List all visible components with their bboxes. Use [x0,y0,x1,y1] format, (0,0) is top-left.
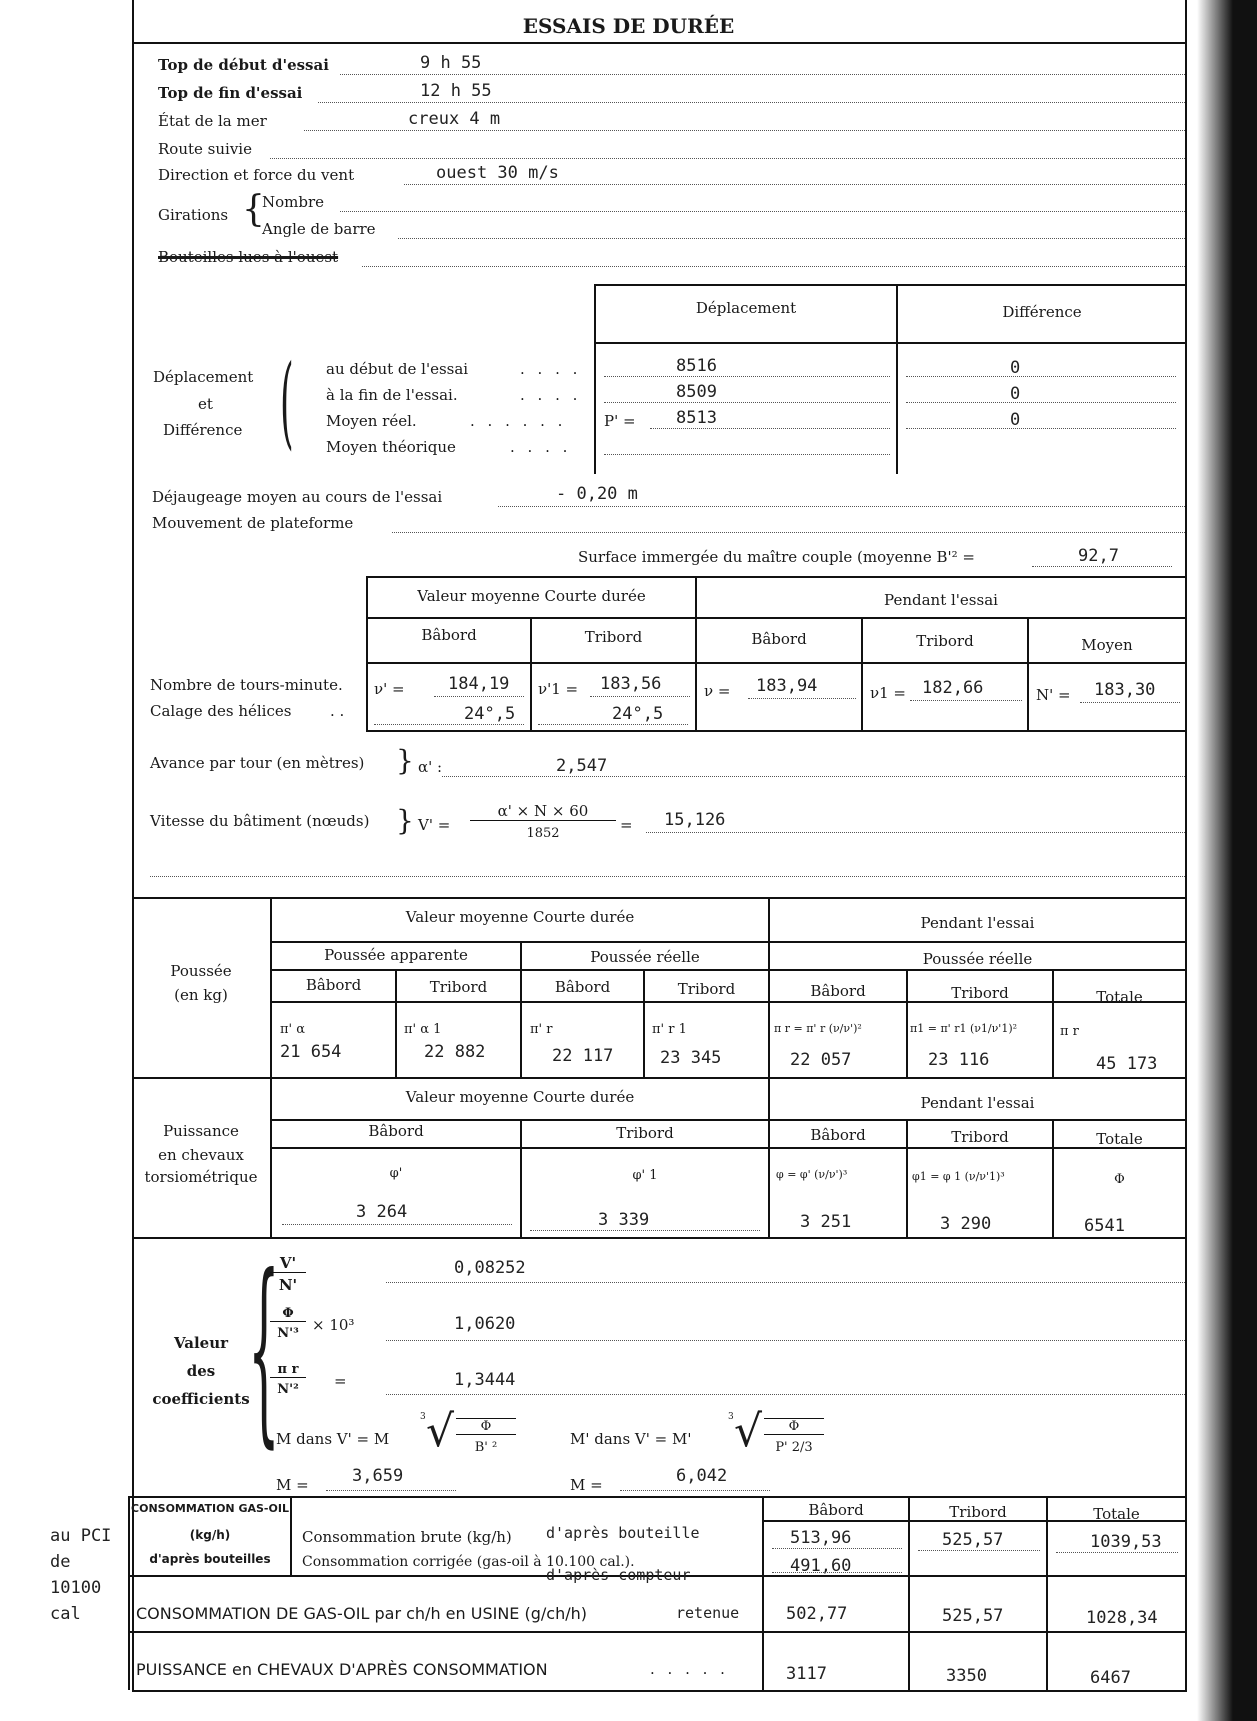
conso-puiss-label: PUISSANCE en CHEVAUX D'APRÈS CONSOMMATION [136,1660,548,1679]
document-title: ESSAIS DE DURÉE [522,14,735,38]
poussee-val-7: 45 173 [1096,1054,1158,1074]
poussee-label-2: (en kg) [174,986,228,1004]
poussee-val-3: 22 117 [552,1046,614,1066]
puissance-sym-1: φ' [389,1166,403,1181]
conso-usine-totale: 1028,34 [1086,1608,1158,1628]
poussee-sym-5: π r = π' r (ν/ν')² [774,1022,862,1035]
poussee-h-reelle2: Poussée réelle [922,950,1033,968]
field-value-debut: 9 h 55 [420,53,482,73]
coef1-value: 0,08252 [454,1258,526,1278]
mp-value: 6,042 [676,1466,728,1486]
conso-usine-babord: 502,77 [786,1604,848,1624]
frame-bottom [132,1690,1187,1692]
coef-label-2: des [186,1362,216,1380]
poussee-sym-1: π' α [280,1022,306,1037]
calage-1: 24°,5 [464,704,516,724]
poussee-sub-1: Bâbord [305,976,362,994]
dep-prefix-reel: P' = [604,412,636,430]
m-rad-num: Φ [456,1418,516,1435]
conso-puiss-babord: 3117 [786,1664,827,1684]
coef2-mult: × 10³ [312,1316,355,1334]
field-label-fin: Top de fin d'essai [158,84,303,102]
poussee-h-reelle: Poussée réelle [590,948,700,966]
girations-label: Girations [158,206,229,224]
conso-corr-label: Consommation corrigée (gas-oil à 10.100 cal.). [302,1554,635,1570]
conso-puiss-tribord: 3350 [946,1666,987,1686]
tours-h-pendant: Pendant l'essai [884,591,998,609]
puissance-sym-4: φ1 = φ 1 (ν/ν'1)³ [912,1170,1005,1183]
m-value: 3,659 [352,1466,404,1486]
frame-right [1185,0,1187,1690]
field-label-mer: État de la mer [158,112,267,130]
coef3-num: π r [270,1362,306,1378]
vitesse-num: α' × N × 60 [470,802,616,821]
margin-note-1: au PCI [50,1526,112,1546]
vitesse-sym: V' = [418,816,451,834]
poussee-val-1: 21 654 [280,1042,342,1062]
m-root-index: 3 [420,1412,426,1422]
coef3-den: N'² [277,1382,299,1397]
girations-nombre: Nombre [262,193,325,211]
dep-group-2: et [198,395,213,413]
puissance-h-courte: Valeur moyenne Courte durée [405,1088,635,1106]
tours-val-4: 182,66 [922,678,984,698]
poussee-label-1: Poussée [170,962,232,980]
tours-row1-label: Nombre de tours-minute. [150,676,343,694]
avance-sym: α' : [418,758,443,776]
puissance-val-1: 3 264 [356,1202,408,1222]
field-value-mer: creux 4 m [408,109,501,129]
coef2-den: N'³ [277,1326,299,1341]
poussee-val-4: 23 345 [660,1048,722,1068]
conso-brute-totale: 1039,53 [1090,1532,1162,1552]
dep-value-reel: 8513 [676,408,717,428]
girations-angle: Angle de barre [262,220,376,238]
poussee-sym-4: π' r 1 [652,1022,687,1037]
coef1-num: V' [270,1254,306,1273]
puissance-h-pendant: Pendant l'essai [920,1094,1035,1112]
coef2-num: Φ [270,1306,306,1322]
poussee-sub-5: Bâbord [810,982,866,1000]
conso-brute-label: Consommation brute (kg/h) [302,1528,512,1546]
tours-sym-3: ν = [704,682,731,700]
mp-formula: M' dans V' = M' [570,1430,692,1448]
document-page: ESSAIS DE DURÉE Top de début d'essai 9 h 55 Top de fin d'essai 12 h 55 État de la mer creux 4 m Route suivie Direction et force du vent ouest 30 m/s Girations { Nombre Angle de barre Bouteilles lues à l'ouest Déplacement Différence Déplacement et Différence ( au début de l'essai à la fin de l'essai. Moyen réel. Moyen théorique . . . . . . . . . . . . . . . . . . 8516 8509 P' = 8513 0 0 0 Déjaugeage moyen au cours de l'essai - 0,20 m Mouvement de plateforme Surface immergée du maître couple (moyenne B'² = 92,7 Valeur moyenne Courte durée Pendant l'essai Bâbord Tribord Bâbord Tribord Moyen Nombre de tours-minute. Calage des hélices . . ν' = 184,19 ν'1 = 183,56 ν = 183,94 ν1 = 182,66 N' = 183,30 24°,5 24°,5 Avance par tour (en mètres) } α' : 2,547 Vitesse du bâtiment (nœuds) } V' = α' × N × 60 1852 = 15,126 Poussée (en kg) Valeur moyenne Courte durée Pendant l'essai Poussée apparente Poussée réelle Poussée réelle Bâbord Tribord Bâbord Tribord Bâbord Tribord Totale π' α π' α 1 π' r π' r 1 π r = π' r (ν/ν')² π1 = π' r1 (ν1/ν'1)² π r 21 654 22 882 22 117 23 345 22 057 23 116 45 173 Puissance en chevaux torsiométrique Valeur moyenne Courte durée Pendant l'essai Bâbord Tribord Bâbord Tribord Totale φ' φ' 1 φ = φ' (ν/ν')³ φ1 = φ 1 (ν/ν'1)³ Φ 3 264 3 339 3 251 3 290 6541 Valeur des coefficients { V' N' 0,08252 Φ N'³ × 10³ 1,0620 π r N'² = 1,3444 M dans V' = M 3 √ Φ B' ² M' dans V' = M' 3 √ Φ P' 2/3 M = 3,659 M = 6,042 CONSOMMATION GAS-OIL (kg/h) d'après bouteilles Bâbord Tribord Totale Consommation brute (kg/h) d'après bouteille 513,96 525,57 1039,53 Consommation corrigée (gas-oil à 10.100 cal.). d'après compteur 491,60 CONSOMMATION DE GAS-OIL par ch/h en USINE (g/ch/h) retenue 502,77 525,57 1028,34 PUISSANCE en CHEVAUX D'APRÈS CONSOMMATION . . . . . 3117 3350 6467 au PCI de 10100 cal [0,0,1257,1721]
tours-sub-2: Tribord [584,628,643,646]
puissance-sub-3: Bâbord [810,1126,866,1144]
conso-corr-babord: 491,60 [790,1556,852,1576]
mp-rad-num: Φ [764,1418,824,1435]
dep-row-label-fin: à la fin de l'essai. [326,386,458,404]
poussee-h-courte: Valeur moyenne Courte durée [405,908,635,926]
tours-sym-4: ν1 = [870,684,906,702]
margin-note-4: cal [50,1604,81,1624]
field-label-vent: Direction et force du vent [158,166,355,184]
margin-note-3: 10100 [50,1578,102,1598]
vitesse-value: 15,126 [664,810,726,830]
scan-edge [1197,0,1257,1721]
poussee-val-5: 22 057 [790,1050,852,1070]
mp-rad-den: P' 2/3 [775,1440,813,1455]
coef-label-3: coefficients [152,1390,250,1408]
poussee-sym-6: π1 = π' r1 (ν1/ν'1)² [910,1022,1018,1035]
poussee-sub-6: Tribord [951,984,1009,1002]
coef3-value: 1,3444 [454,1370,516,1390]
conso-col-babord: Bâbord [808,1501,864,1519]
tours-val-2: 183,56 [600,674,662,694]
surface-label: Surface immergée du maître couple (moyenne B'² = [578,548,975,566]
puissance-sub-1: Bâbord [368,1122,424,1140]
dep-value-fin: 8509 [676,382,717,402]
tours-sub-4: Tribord [916,632,974,650]
dep-row-label-reel: Moyen réel. [326,412,417,430]
coef3-eq: = [334,1372,347,1390]
m-formula: M dans V' = M [276,1430,390,1448]
tours-val-1: 184,19 [448,674,510,694]
conso-col-tribord: Tribord [949,1503,1007,1521]
conso-brute-tribord: 525,57 [942,1530,1004,1550]
conso-box-2: (kg/h) [189,1528,231,1542]
tours-sym-2: ν'1 = [538,680,579,698]
poussee-h-pendant: Pendant l'essai [920,914,1035,932]
m-label: M = [276,1476,309,1494]
field-value-fin: 12 h 55 [420,81,492,101]
field-value-vent: ouest 30 m/s [436,163,559,183]
tours-row2-label: Calage des hélices [150,702,292,720]
conso-brute-hw: d'après bouteille [546,1524,700,1542]
tours-sym-1: ν' = [374,680,405,698]
field-label-route: Route suivie [158,140,252,158]
vitesse-eq: = [620,816,633,834]
conso-puiss-totale: 6467 [1090,1668,1131,1688]
dep-group-1: Déplacement [153,368,254,386]
coef1-den: N' [278,1276,298,1294]
tours-sub-3: Bâbord [751,630,807,648]
mp-root-index: 3 [728,1412,734,1422]
poussee-sub-7: Totale [1096,988,1143,1006]
margin-note-2: de [50,1552,71,1572]
poussee-sub-4: Tribord [677,980,736,998]
conso-usine-label: CONSOMMATION DE GAS-OIL par ch/h en USINE (g/ch/h) [136,1604,587,1623]
plateforme-label: Mouvement de plateforme [152,514,354,532]
dep-row-label-theo: Moyen théorique [326,438,456,456]
m-rad-den: B' ² [474,1440,498,1455]
diff-value-fin: 0 [1010,384,1021,404]
degaugeage-value: - 0,20 m [556,484,638,504]
poussee-sym-3: π' r [530,1022,553,1037]
tours-sym-5: N' = [1036,686,1071,704]
tours-h-courte: Valeur moyenne Courte durée [417,587,646,605]
puissance-val-4: 3 290 [940,1214,992,1234]
conso-corr-hw: d'après compteur [546,1566,691,1584]
diff-value-debut: 0 [1010,358,1021,378]
degaugeage-label: Déjaugeage moyen au cours de l'essai [152,488,443,506]
poussee-sym-2: π' α 1 [404,1022,442,1037]
puissance-sub-5: Totale [1096,1130,1143,1148]
struck-line: Bouteilles lues à l'ouest [158,248,339,266]
surface-value: 92,7 [1078,546,1119,566]
mp-label: M = [570,1476,603,1494]
puissance-sub-4: Tribord [951,1128,1009,1146]
conso-brute-babord: 513,96 [790,1528,852,1548]
puissance-sym-5: Φ [1114,1172,1125,1187]
dep-row-label-debut: au début de l'essai [326,360,469,378]
avance-value: 2,547 [556,756,608,776]
avance-label: Avance par tour (en mètres) [150,754,365,772]
vitesse-den: 1852 [526,826,560,841]
puissance-val-2: 3 339 [598,1210,650,1230]
dep-col-deplacement: Déplacement [695,299,797,317]
poussee-h-apparente: Poussée apparente [324,946,468,964]
calage-2: 24°,5 [612,704,664,724]
puissance-label-3: torsiométrique [144,1168,258,1186]
tours-sub-5: Moyen [1081,636,1133,654]
tours-sub-1: Bâbord [421,626,477,644]
puissance-val-3: 3 251 [800,1212,852,1232]
puissance-val-5: 6541 [1084,1216,1125,1236]
conso-col-totale: Totale [1093,1505,1140,1523]
poussee-sub-3: Bâbord [554,978,611,996]
vitesse-label: Vitesse du bâtiment (nœuds) [150,812,370,830]
conso-usine-hw: retenue [676,1604,740,1622]
frame-left [132,0,134,1690]
puissance-sym-3: φ = φ' (ν/ν')³ [776,1168,848,1181]
conso-box-1: CONSOMMATION GAS-OIL [131,1502,289,1515]
puissance-sym-2: φ' 1 [632,1168,658,1183]
puissance-label-2: en chevaux [158,1146,244,1164]
poussee-sub-2: Tribord [429,978,488,996]
poussee-val-6: 23 116 [928,1050,990,1070]
tours-val-3: 183,94 [756,676,818,696]
field-label-debut: Top de début d'essai [158,56,329,74]
tours-val-5: 183,30 [1094,680,1156,700]
conso-usine-tribord: 525,57 [942,1606,1004,1626]
conso-box-3: d'après bouteilles [149,1552,271,1566]
dep-group-3: Différence [163,421,243,439]
dep-col-difference: Différence [1002,303,1082,321]
puissance-sub-2: Tribord [616,1124,674,1142]
dep-value-debut: 8516 [676,356,717,376]
puissance-label-1: Puissance [163,1122,239,1140]
coef2-value: 1,0620 [454,1314,516,1334]
coef-label-1: Valeur [173,1334,229,1352]
poussee-val-2: 22 882 [424,1042,486,1062]
poussee-sym-7: π r [1060,1024,1079,1039]
diff-value-reel: 0 [1010,410,1021,430]
